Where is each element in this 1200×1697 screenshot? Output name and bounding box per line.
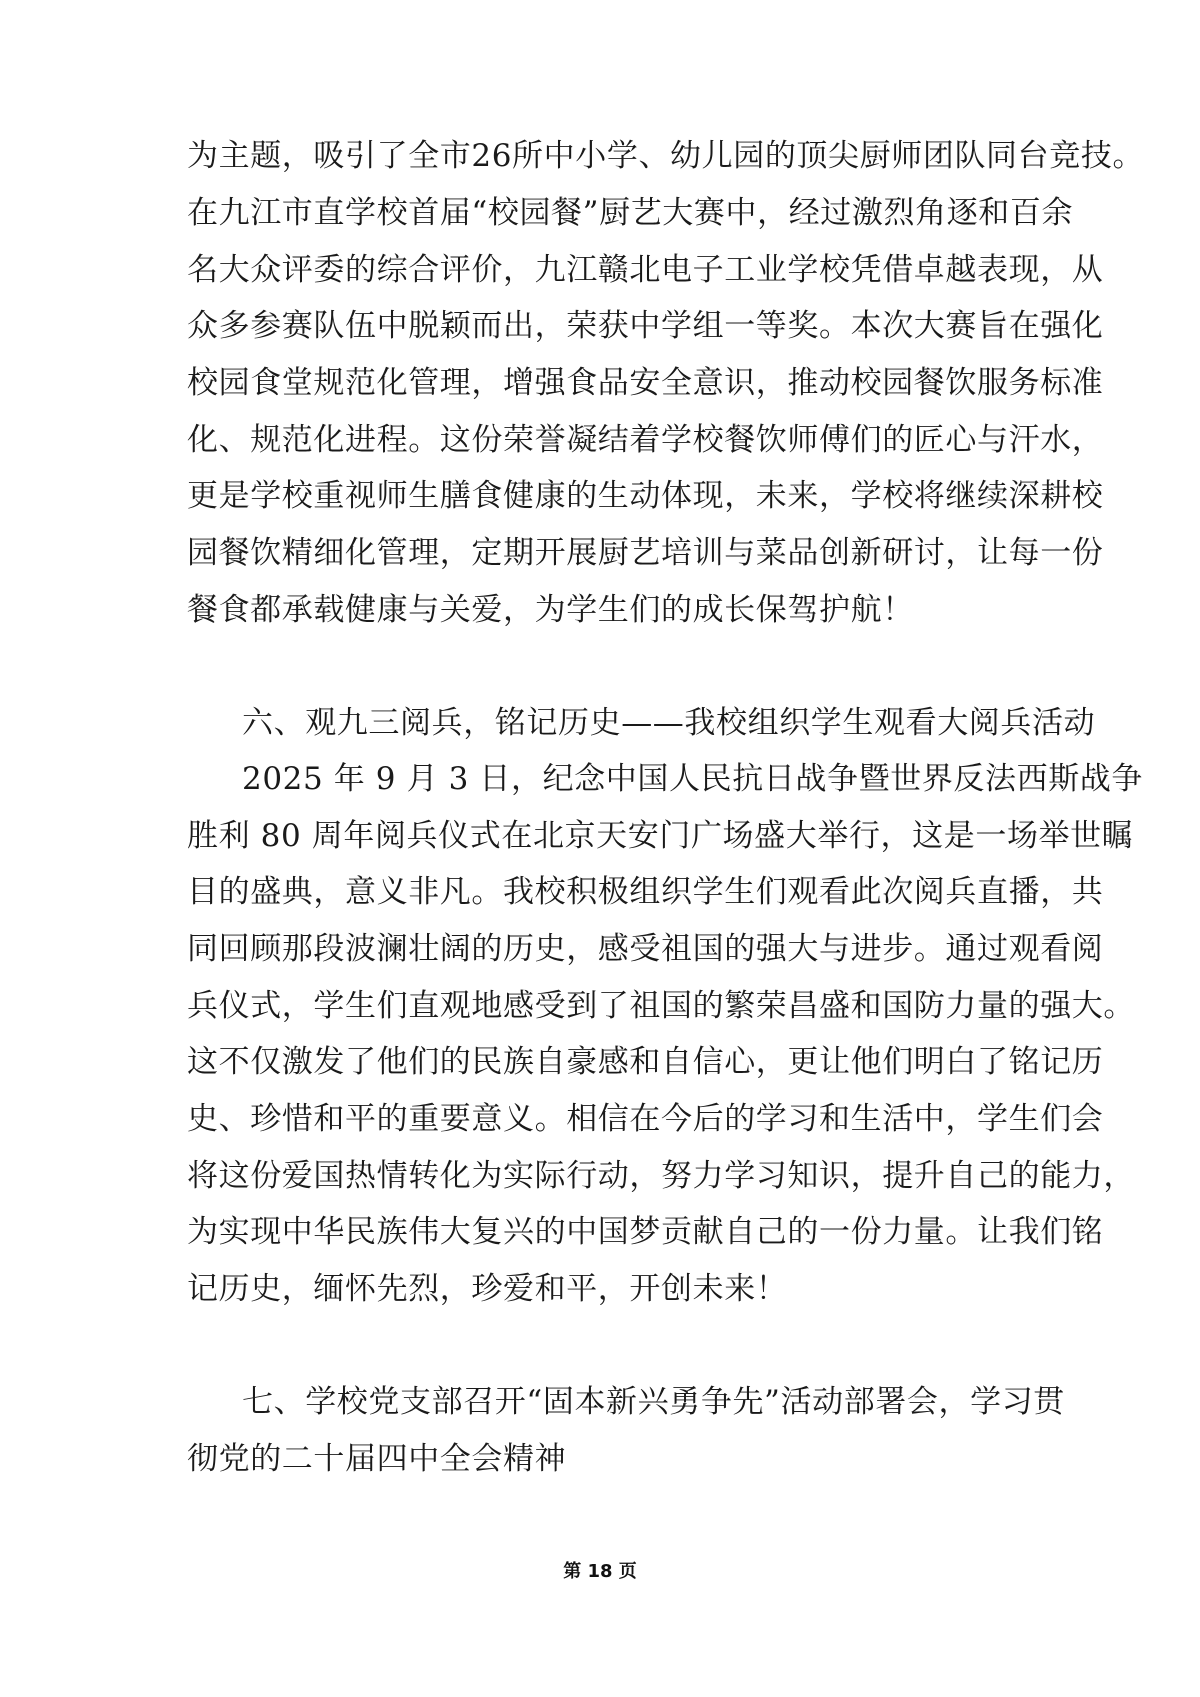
paragraph-line: 名大众评委的综合评价，九江赣北电子工业学校凭借卓越表现，从 [187,252,1104,288]
paragraph-line: 同回顾那段波澜壮阔的历史，感受祖国的强大与进步。通过观看阅 [187,931,1104,967]
paragraph-line: 化、规范化进程。这份荣誉凝结着学校餐饮师傅们的匠心与汗水， [187,422,1104,458]
paragraph-line: 校园食堂规范化管理，增强食品安全意识，推动校园餐饮服务标准 [187,365,1104,401]
paragraph-line: 更是学校重视师生膳食健康的生动体现，未来，学校将继续深耕校 [187,478,1104,514]
paragraph-line: 将这份爱国热情转化为实际行动，努力学习知识，提升自己的能力， [187,1158,1135,1194]
paragraph-line: 胜利 80 周年阅兵仪式在北京天安门广场盛大举行，这是一场举世瞩 [187,818,1134,854]
paragraph-line: 史、珍惜和平的重要意义。相信在今后的学习和生活中，学生们会 [187,1101,1104,1137]
paragraph-line: 2025 年 9 月 3 日，纪念中国人民抗日战争暨世界反法西斯战争 [242,761,1144,797]
paragraph-line: 众多参赛队伍中脱颖而出，荣获中学组一等奖。本次大赛旨在强化 [187,308,1104,344]
paragraph-line: 园餐饮精细化管理，定期开展厨艺培训与菜品创新研讨，让每一份 [187,535,1104,571]
paragraph-line: 兵仪式，学生们直观地感受到了祖国的繁荣昌盛和国防力量的强大。 [187,988,1135,1024]
section-heading-continuation: 彻党的二十届四中全会精神 [187,1441,567,1477]
section-heading: 六、观九三阅兵，铭记历史——我校组织学生观看大阅兵活动 [242,705,1096,741]
paragraph-line: 这不仅激发了他们的民族自豪感和自信心，更让他们明白了铭记历 [187,1044,1104,1080]
paragraph-line: 餐食都承载健康与关爱，为学生们的成长保驾护航！ [187,592,914,628]
paragraph-line: 目的盛典，意义非凡。我校积极组织学生们观看此次阅兵直播，共 [187,874,1104,910]
paragraph-line: 为实现中华民族伟大复兴的中国梦贡献自己的一份力量。让我们铭 [187,1214,1104,1250]
paragraph-line: 为主题，吸引了全市26所中小学、幼儿园的顶尖厨师团队同台竞技。 [187,138,1145,174]
paragraph-line: 在九江市直学校首届“校园餐”厨艺大赛中，经过激烈角逐和百余 [187,195,1074,231]
page-number: 第 18 页 [563,1561,637,1582]
paragraph-line: 记历史，缅怀先烈，珍爱和平，开创未来！ [187,1271,788,1307]
section-heading: 七、学校党支部召开“固本新兴勇争先”活动部署会，学习贯 [242,1384,1065,1420]
